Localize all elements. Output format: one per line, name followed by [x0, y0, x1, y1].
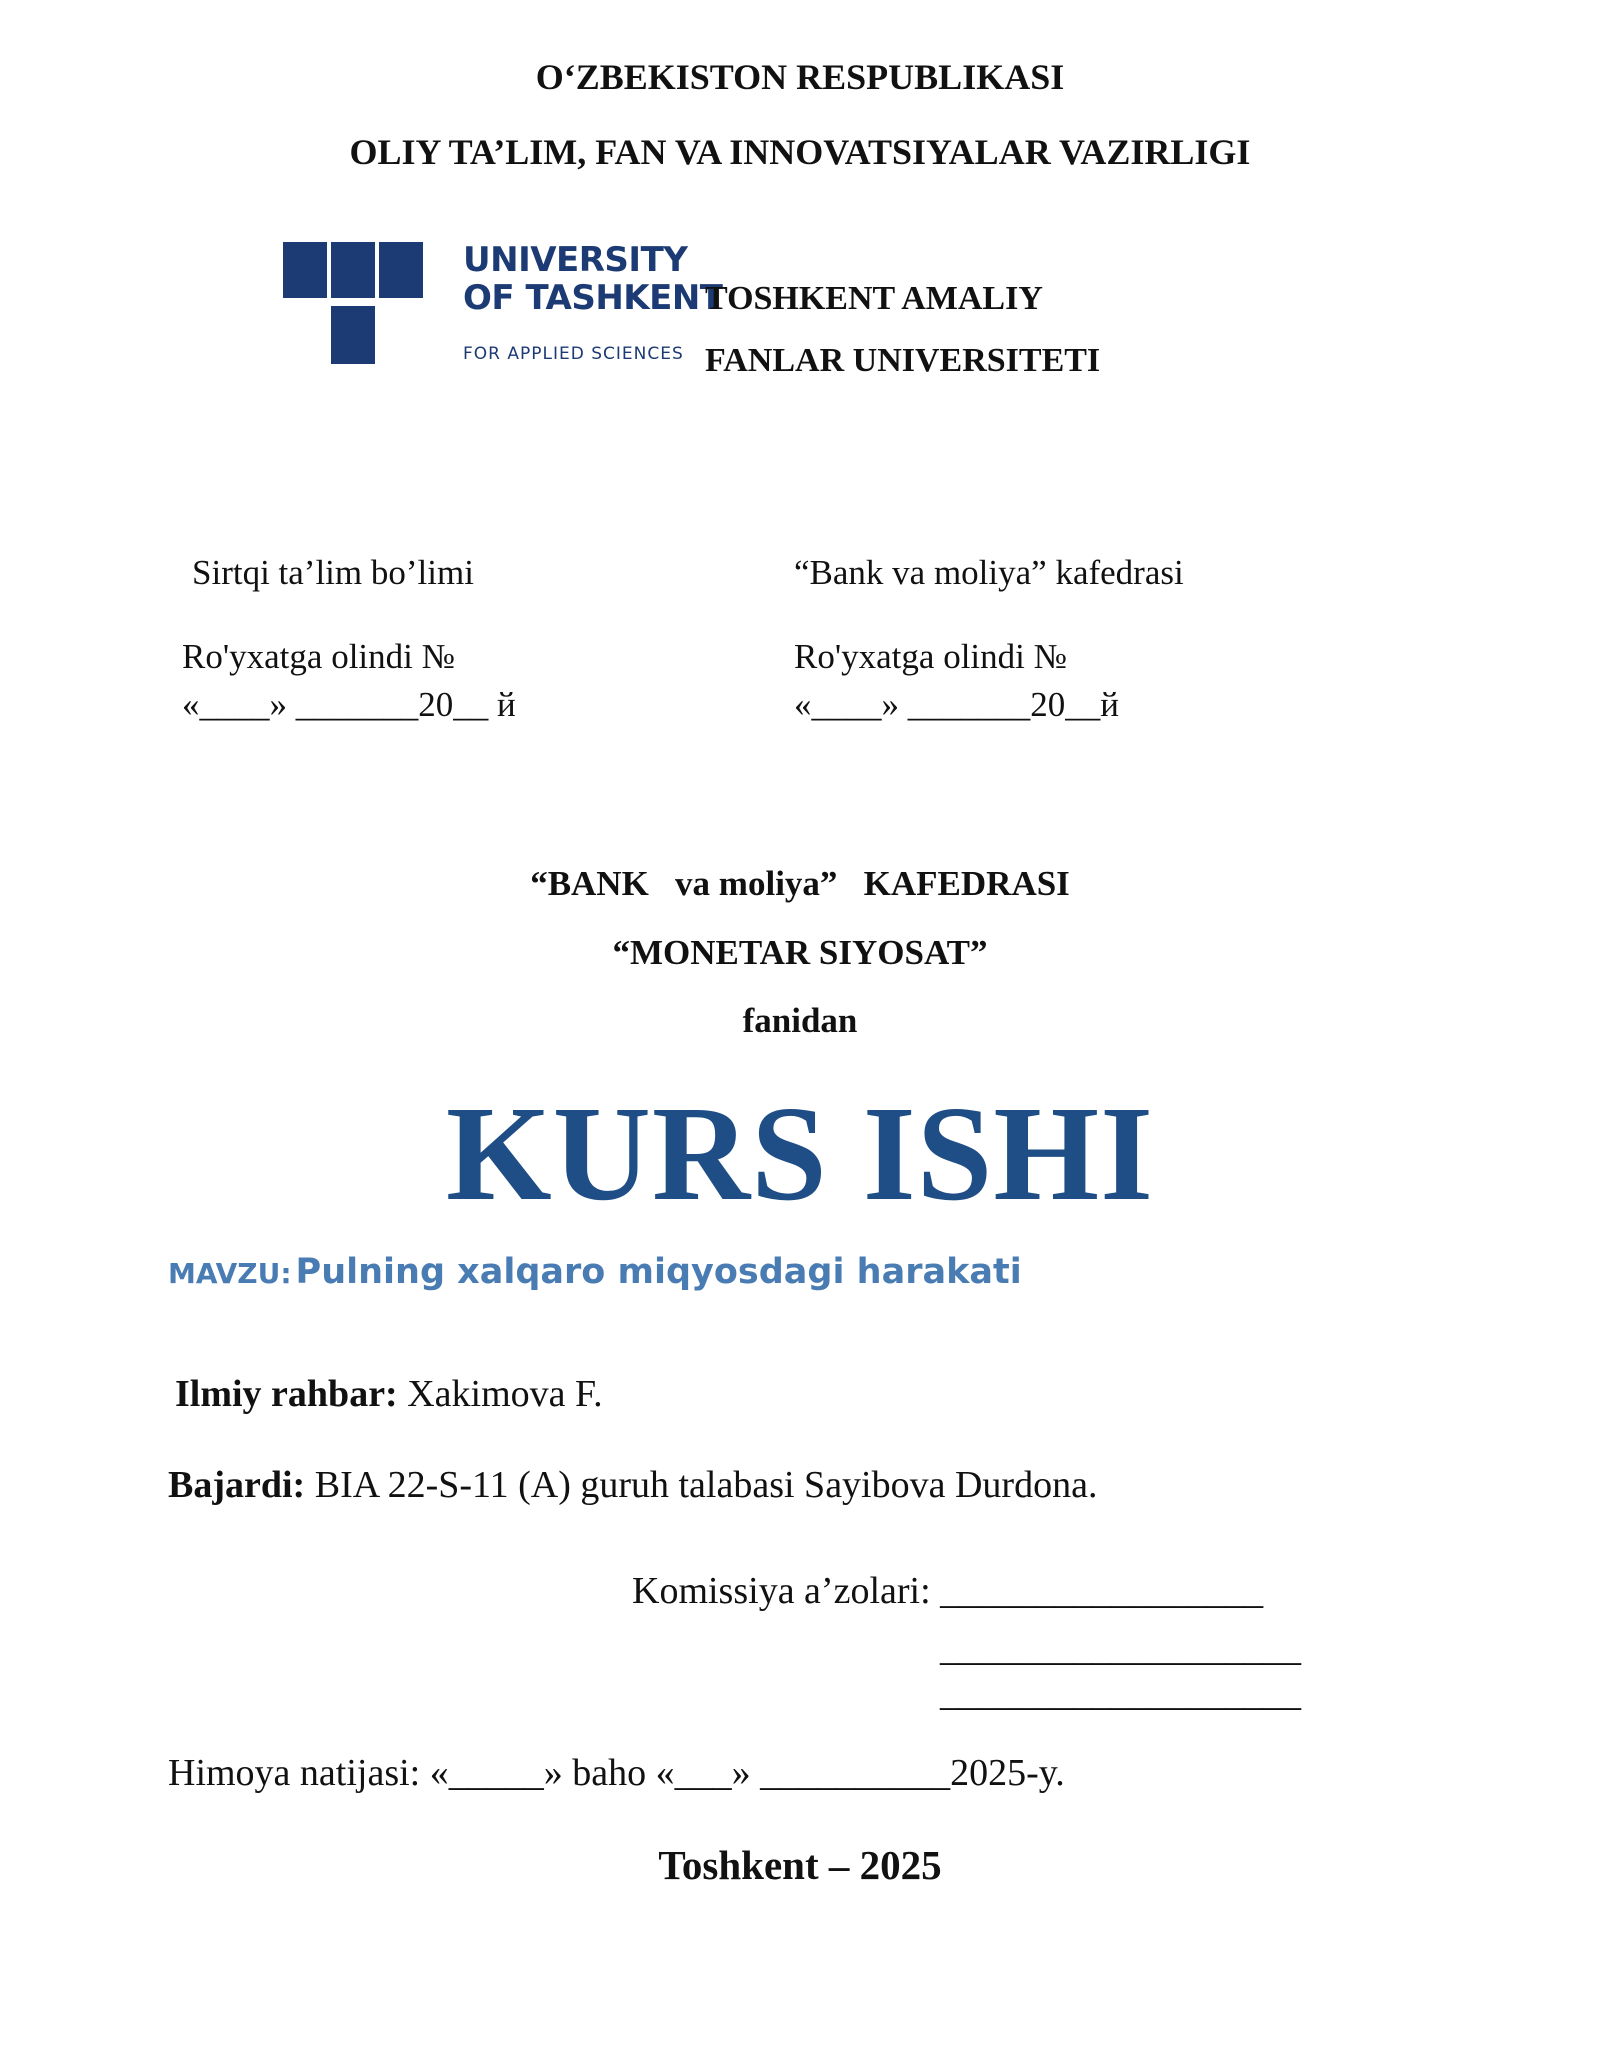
kafedra-heading: “BANK va moliya” KAFEDRASI — [530, 864, 1070, 903]
commission-line-3: ___________________ — [940, 1672, 1301, 1714]
left-department: Sirtqi ta’lim bo’limi — [192, 553, 474, 592]
defense-result: Himoya natijasi: «_____» baho «___» __________2025-y. — [168, 1752, 1065, 1794]
city-year: Toshkent – 2025 — [658, 1842, 942, 1888]
logo-square-3 — [379, 242, 423, 298]
right-registered: Ro'yxatga olindi № — [794, 637, 1068, 676]
left-date-line: «____» _______20__ й — [182, 685, 516, 724]
logo-square-1 — [283, 242, 327, 298]
right-date-line: «____» _______20__й — [794, 685, 1119, 724]
commission-label: Komissiya a’zolari: _________________ — [632, 1570, 1264, 1612]
author-label: Bajardi: — [168, 1464, 306, 1506]
right-department: “Bank va moliya” kafedrasi — [794, 553, 1184, 592]
university-name-line1: TOSHKENT AMALIY — [705, 280, 1043, 317]
logo-word-university: UNIVERSITY — [463, 240, 688, 280]
left-registered: Ro'yxatga olindi № — [182, 637, 456, 676]
logo-square-4 — [331, 306, 375, 364]
logo-word-tashkent: OF TASHKENT — [463, 278, 723, 318]
document-title: KURS ISHI — [445, 1079, 1155, 1229]
ministry-heading: OLIY TA’LIM, FAN VA INNOVATSIYALAR VAZIRLIGI — [349, 132, 1251, 172]
supervisor-name: Xakimova F. — [407, 1373, 603, 1415]
topic-line — [168, 1252, 1022, 1292]
supervisor-label: Ilmiy rahbar: — [175, 1373, 398, 1415]
topic-text: Pulning xalqaro miqyosdagi harakati — [295, 1252, 1022, 1292]
logo-square-2 — [331, 242, 375, 298]
course-heading: “MONETAR SIYOSAT” — [612, 933, 988, 972]
topic-label: MAVZU: — [168, 1257, 292, 1290]
supervisor-line — [175, 1372, 603, 1416]
logo-word-applied-sciences: FOR APPLIED SCIENCES — [463, 344, 684, 364]
university-name-line2: FANLAR UNIVERSITETI — [705, 342, 1101, 379]
author-text: BIA 22-S-11 (A) guruh talabasi Sayibova Durdona. — [314, 1464, 1098, 1506]
commission-line-2: ___________________ — [940, 1627, 1301, 1669]
fanidan-label: fanidan — [742, 1001, 858, 1040]
author-line — [168, 1463, 1097, 1507]
republic-heading: O‘ZBEKISTON RESPUBLIKASI — [535, 57, 1065, 97]
university-logo — [283, 240, 723, 375]
